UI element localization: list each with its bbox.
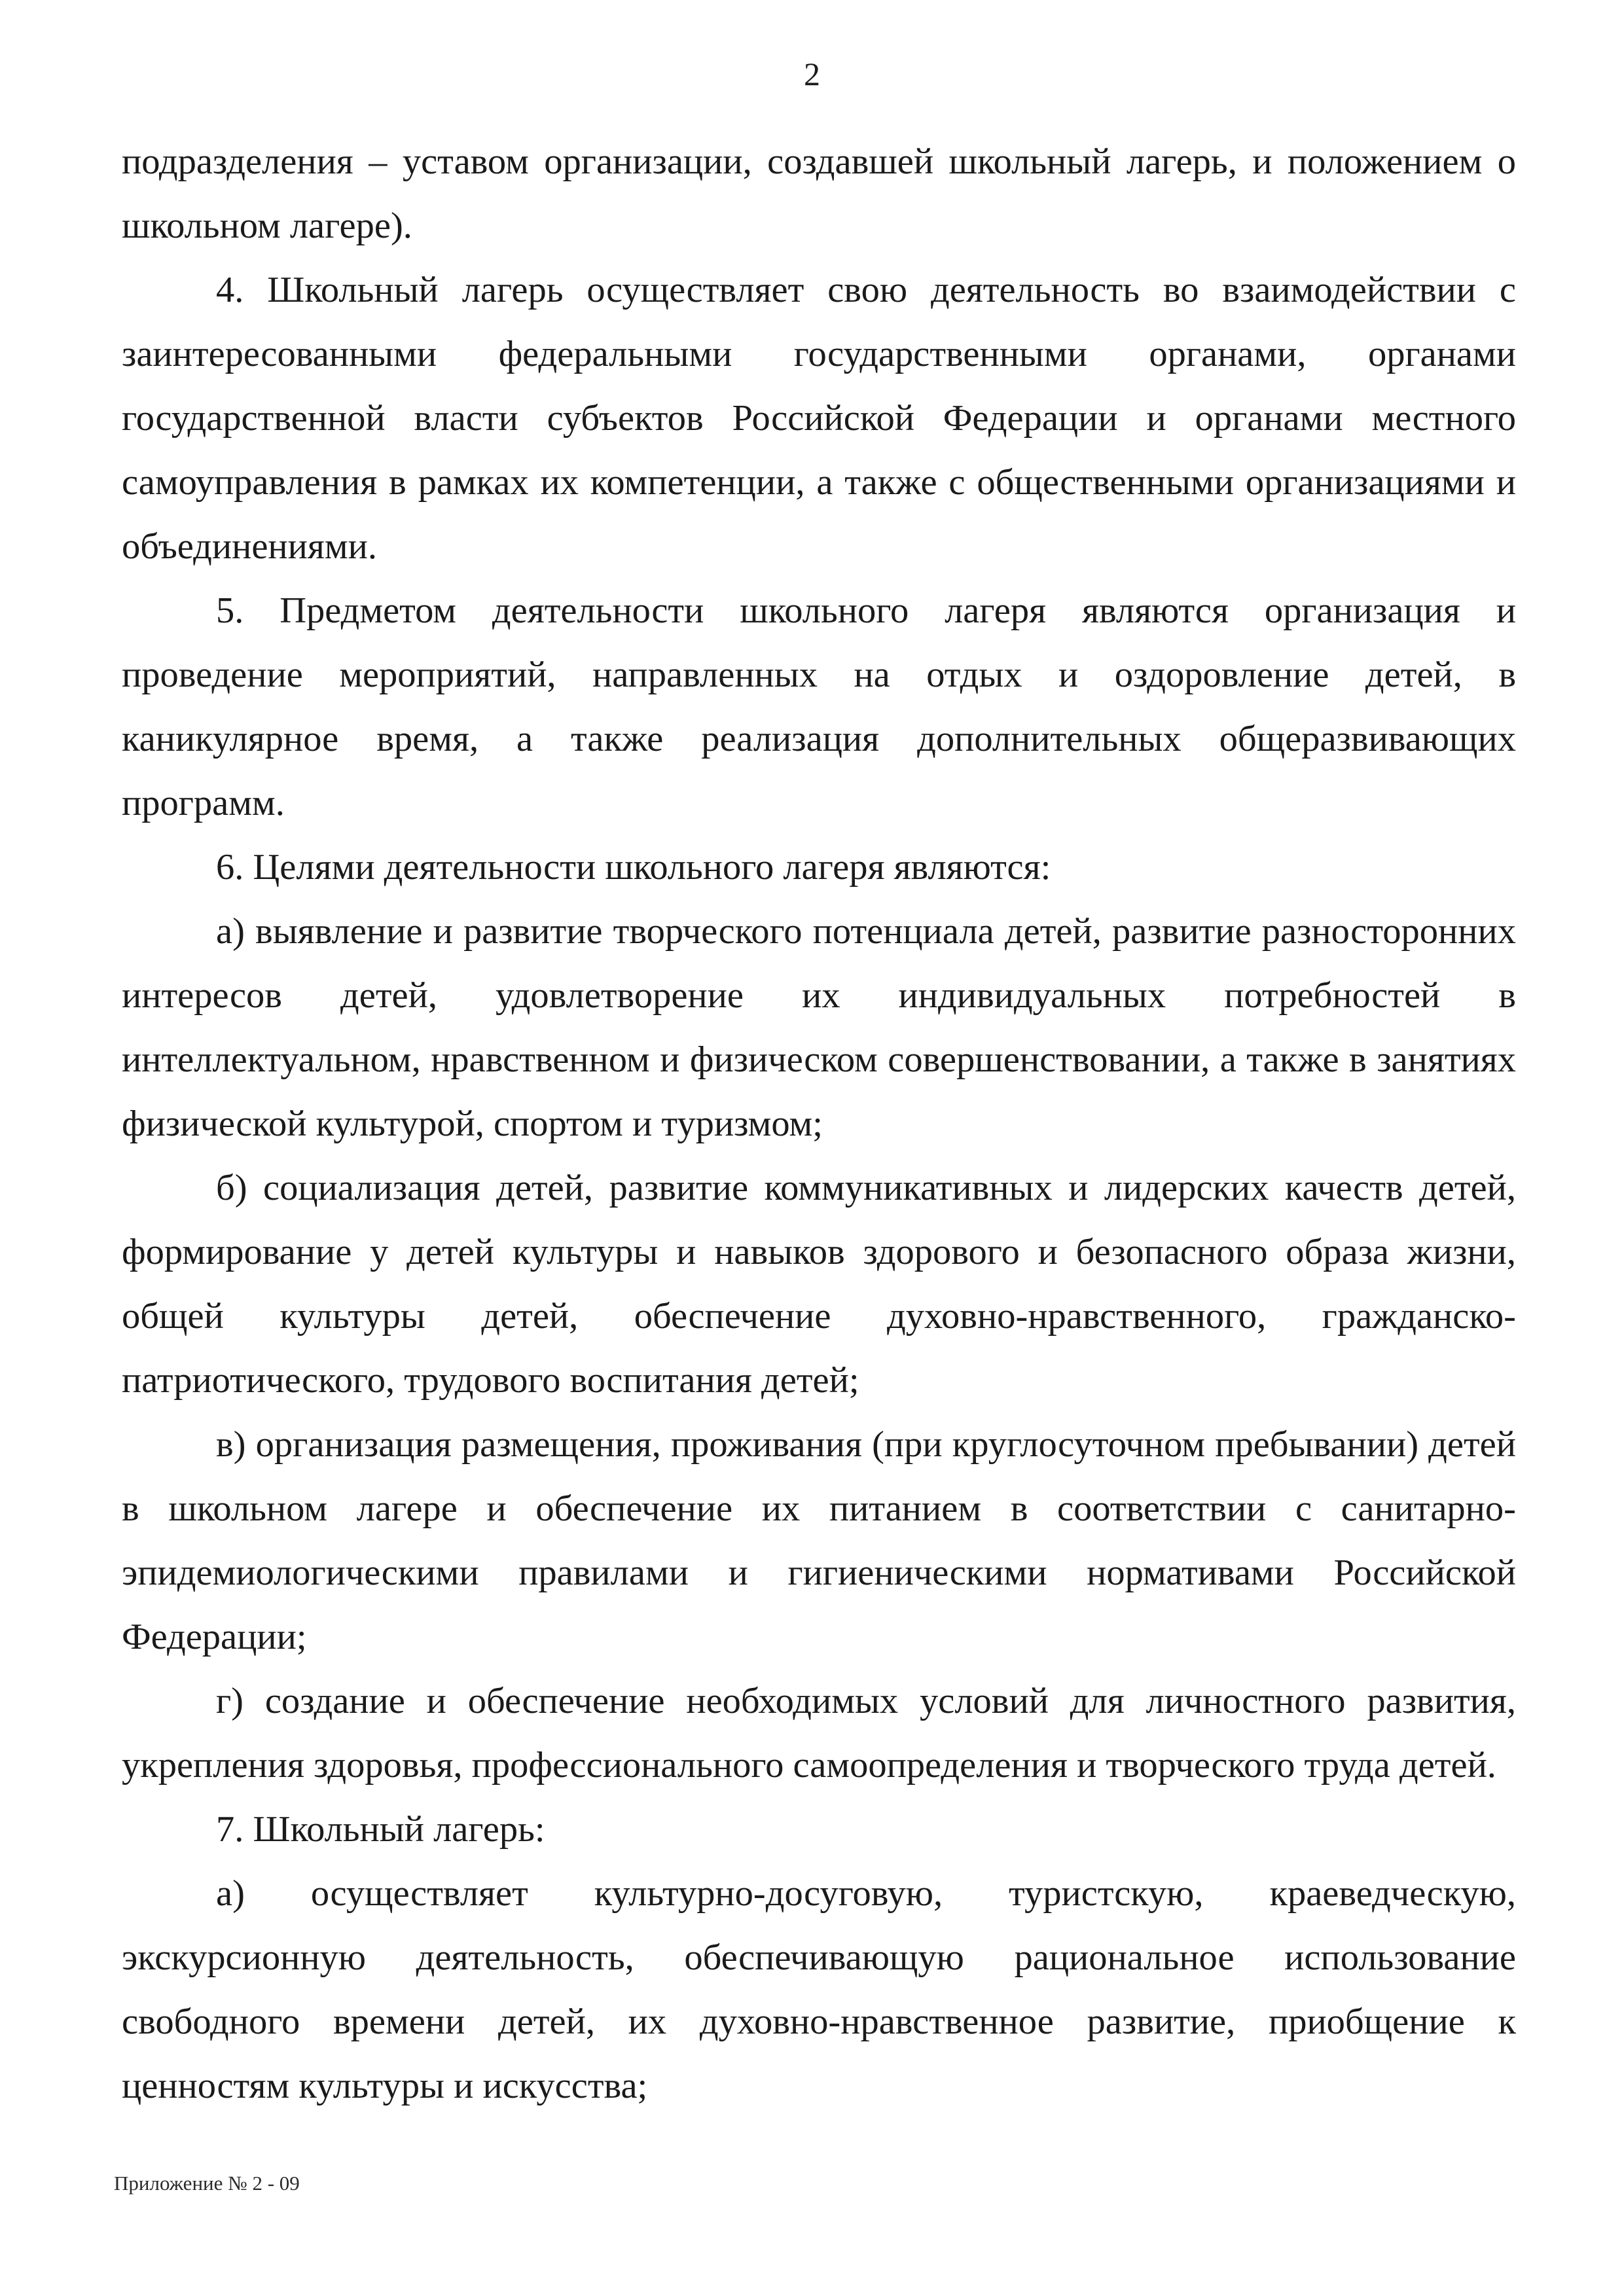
paragraph-item-6v: в) организация размещения, проживания (при круглосуточном пребывании) детей в школьном лагере и обеспечение их питанием в соответствии с санитарно-эпидемиологическими правилами и гигиеническими нормативами Российской Федерации; <box>122 1424 1516 1657</box>
paragraph-continuation: подразделения – уставом организации, создавшей школьный лагерь, и положением о школьном лагере). <box>122 141 1516 246</box>
paragraph-item-6a: а) выявление и развитие творческого потенциала детей, развитие разносторонних интересов детей, удовлетворение их индивидуальных потребностей в интеллектуальном, нравственном и физическом совершенствовании, а также в занятиях физической культурой, спортом и туризмом; <box>122 911 1516 1144</box>
page-number: 2 <box>804 56 820 92</box>
paragraph-item-6g: г) создание и обеспечение необходимых условий для личностного развития, укрепления здоровья, профессионального самоопределения и творческого труда детей. <box>122 1681 1516 1785</box>
document-body <box>122 130 1516 2118</box>
paragraph-item-5: 5. Предметом деятельности школьного лагеря являются организация и проведение мероприятий, направленных на отдых и оздоровление детей, в каникулярное время, а также реализация дополнительных общеразвивающих программ. <box>122 590 1516 823</box>
paragraph-item-7: 7. Школьный лагерь: <box>216 1809 545 1850</box>
footer-appendix-label: Приложение № 2 - 09 <box>114 2172 300 2195</box>
paragraph-item-4: 4. Школьный лагерь осуществляет свою деятельность во взаимодействии с заинтересованными федеральными государственными органами, органами государственной власти субъектов Российской Федерации и органами местного самоуправления в рамках их компетенции, а также с общественными организациями и объединениями. <box>122 270 1516 567</box>
paragraph-item-7a: а) осуществляет культурно-досуговую, туристскую, краеведческую, экскурсионную деятельность, обеспечивающую рациональное использование свободного времени детей, их духовно-нравственное развитие, приобщение к ценностям культуры и искусства; <box>122 1873 1516 2106</box>
paragraph-item-6b: б) социализация детей, развитие коммуникативных и лидерских качеств детей, формирование у детей культуры и навыков здорового и безопасного образа жизни, общей культуры детей, обеспечение духовно-нравственного, гражданско-патриотического, трудового воспитания детей; <box>122 1168 1516 1401</box>
paragraph-item-6: 6. Целями деятельности школьного лагеря являются: <box>216 847 1051 888</box>
